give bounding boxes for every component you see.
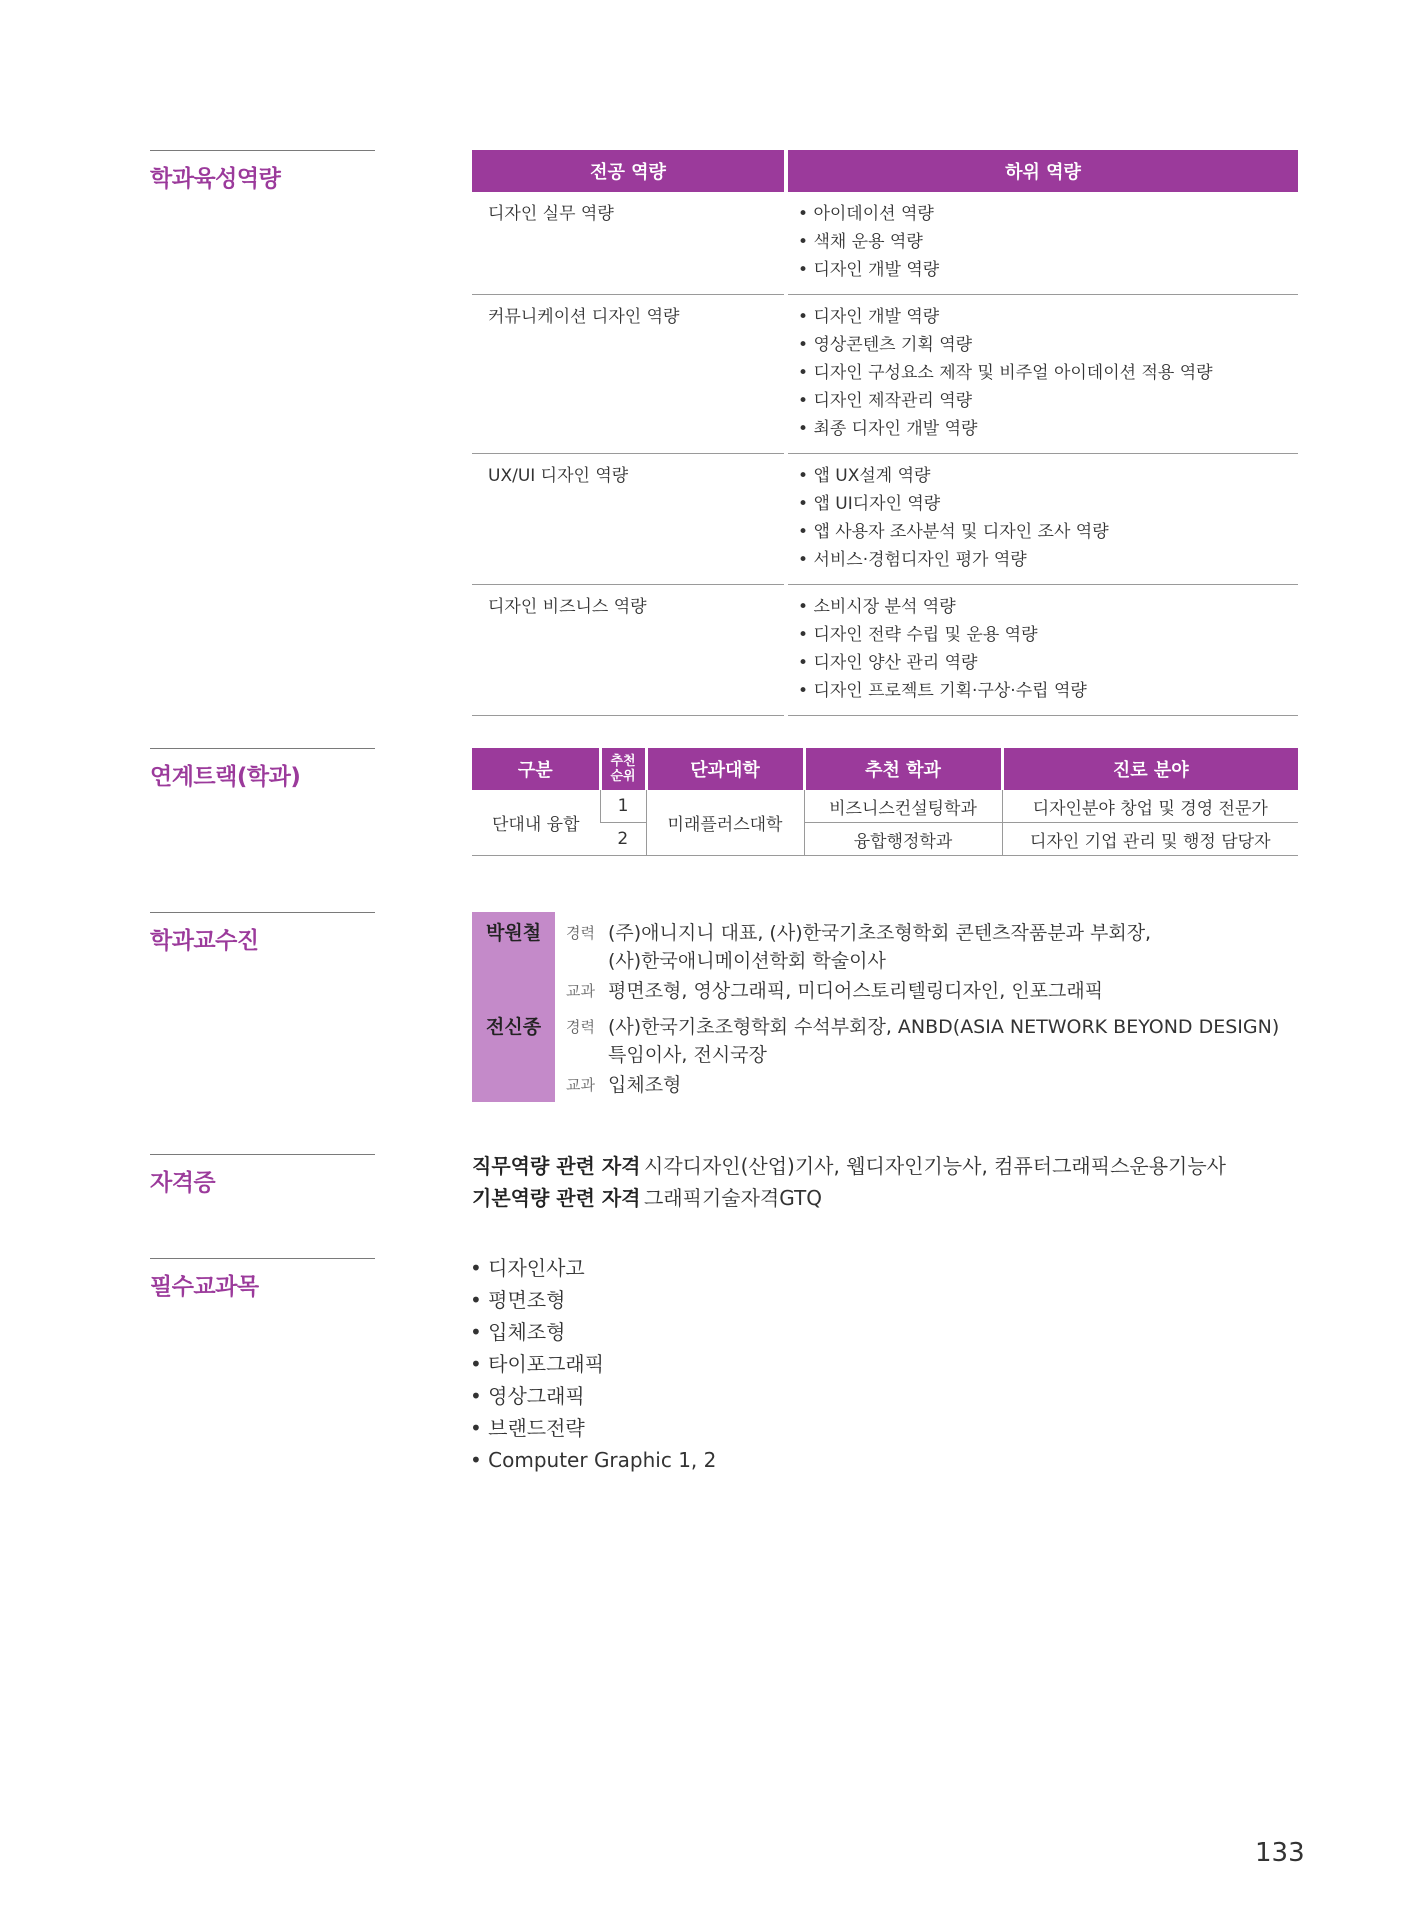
header-college: 단과대학 — [646, 748, 804, 790]
list-item: • 평면조형 — [470, 1284, 716, 1316]
career-label: 경력 — [566, 1018, 595, 1036]
header-major-competency: 전공 역량 — [472, 150, 786, 192]
list-item: • 타이포그래픽 — [470, 1348, 716, 1380]
major-competency: UX/UI 디자인 역량 — [472, 454, 786, 585]
major-competency: 디자인 실무 역량 — [472, 192, 786, 295]
faculty-name: 전신종 — [486, 1016, 542, 1038]
track-college: 미래플러스대학 — [646, 790, 804, 856]
track-dept: 융합행정학과 — [804, 823, 1002, 856]
major-competency: 디자인 비즈니스 역량 — [472, 585, 786, 716]
section-divider — [150, 150, 375, 151]
header-type: 구분 — [472, 748, 600, 790]
cert-value: 시각디자인(산업)기사, 웹디자인기능사, 컴퓨터그래픽스운용기능사 — [644, 1154, 1226, 1178]
section-divider — [150, 1154, 375, 1155]
list-item: • 앱 사용자 조사분석 및 디자인 조사 역량 — [798, 518, 1298, 546]
header-rank-line2: 순위 — [610, 769, 636, 784]
list-item: • 디자인 프로젝트 기획·구상·수립 역량 — [798, 677, 1298, 705]
list-item: • 소비시장 분석 역량 — [798, 593, 1298, 621]
section-title-competency: 학과육성역량 — [150, 166, 281, 192]
track-rank: 1 — [600, 790, 646, 823]
table-row — [472, 295, 1298, 454]
sub-competency-list — [798, 593, 1298, 705]
list-item: • 앱 UX설계 역량 — [798, 462, 1298, 490]
required-course-list — [470, 1252, 716, 1476]
header-sub-competency: 하위 역량 — [786, 150, 1298, 192]
list-item: • 브랜드전략 — [470, 1412, 716, 1444]
track-career: 디자인분야 창업 및 경영 전문가 — [1002, 790, 1298, 823]
cert-label: 직무역량 관련 자격 — [472, 1154, 641, 1178]
page-number: 133 — [1255, 1838, 1305, 1868]
header-career: 진로 분야 — [1002, 748, 1298, 790]
section-divider — [150, 748, 375, 749]
track-table — [472, 748, 1298, 856]
track-career: 디자인 기업 관리 및 행정 담당자 — [1002, 823, 1298, 856]
cert-value: 그래픽기술자격GTQ — [644, 1186, 822, 1210]
section-title-faculty: 학과교수진 — [150, 928, 259, 954]
sub-competency-list — [798, 200, 1298, 284]
list-item: • 입체조형 — [470, 1316, 716, 1348]
list-item: • 디자인 개발 역량 — [798, 303, 1298, 331]
track-rank: 2 — [600, 823, 646, 856]
career-text: (사)한국기초조형학회 수석부회장, ANBD(ASIA NETWORK BEYOND DESIGN) — [608, 1016, 1280, 1038]
header-dept: 추천 학과 — [804, 748, 1002, 790]
list-item: • 디자인 개발 역량 — [798, 256, 1298, 284]
section-divider — [150, 1258, 375, 1259]
list-item: • 디자인 전략 수립 및 운용 역량 — [798, 621, 1298, 649]
section-title-cert: 자격증 — [150, 1170, 216, 1196]
list-item: • 디자인 양산 관리 역량 — [798, 649, 1298, 677]
course-label: 교과 — [566, 982, 595, 1000]
list-item: • 색채 운용 역량 — [798, 228, 1298, 256]
table-row — [472, 192, 1298, 295]
section-title-track: 연계트랙(학과) — [150, 764, 301, 790]
table-row — [472, 454, 1298, 585]
list-item: • 디자인사고 — [470, 1252, 716, 1284]
faculty-block — [472, 912, 1298, 1102]
table-row — [472, 790, 1298, 823]
list-item: • 서비스·경험디자인 평가 역량 — [798, 546, 1298, 574]
track-type: 단대내 융합 — [472, 790, 600, 856]
track-dept: 비즈니스컨설팅학과 — [804, 790, 1002, 823]
course-label: 교과 — [566, 1076, 595, 1094]
sub-competency-list — [798, 462, 1298, 574]
faculty-name: 박원철 — [486, 922, 542, 944]
list-item: • 디자인 구성요소 제작 및 비주얼 아이데이션 적용 역량 — [798, 359, 1298, 387]
list-item: • 디자인 제작관리 역량 — [798, 387, 1298, 415]
section-divider — [150, 912, 375, 913]
major-competency: 커뮤니케이션 디자인 역량 — [472, 295, 786, 454]
list-item: • 영상그래픽 — [470, 1380, 716, 1412]
career-label: 경력 — [566, 924, 595, 942]
list-item: • Computer Graphic 1, 2 — [470, 1444, 716, 1476]
list-item: • 앱 UI디자인 역량 — [798, 490, 1298, 518]
table-row — [472, 585, 1298, 716]
career-text: (사)한국애니메이션학회 학술이사 — [608, 950, 886, 972]
section-title-required: 필수교과목 — [150, 1274, 259, 1300]
header-rank — [600, 748, 646, 790]
header-rank-line1: 추천 — [610, 754, 636, 769]
career-text: (주)애니지니 대표, (사)한국기초조형학회 콘텐츠작품분과 부회장, — [608, 922, 1152, 944]
list-item: • 최종 디자인 개발 역량 — [798, 415, 1298, 443]
sub-competency-list — [798, 303, 1298, 443]
cert-label: 기본역량 관련 자격 — [472, 1186, 641, 1210]
competency-table — [472, 150, 1298, 716]
course-text: 입체조형 — [608, 1074, 682, 1096]
list-item: • 아이데이션 역량 — [798, 200, 1298, 228]
course-text: 평면조형, 영상그래픽, 미디어스토리텔링디자인, 인포그래픽 — [608, 980, 1104, 1002]
career-text: 특임이사, 전시국장 — [608, 1044, 767, 1066]
list-item: • 영상콘텐츠 기획 역량 — [798, 331, 1298, 359]
